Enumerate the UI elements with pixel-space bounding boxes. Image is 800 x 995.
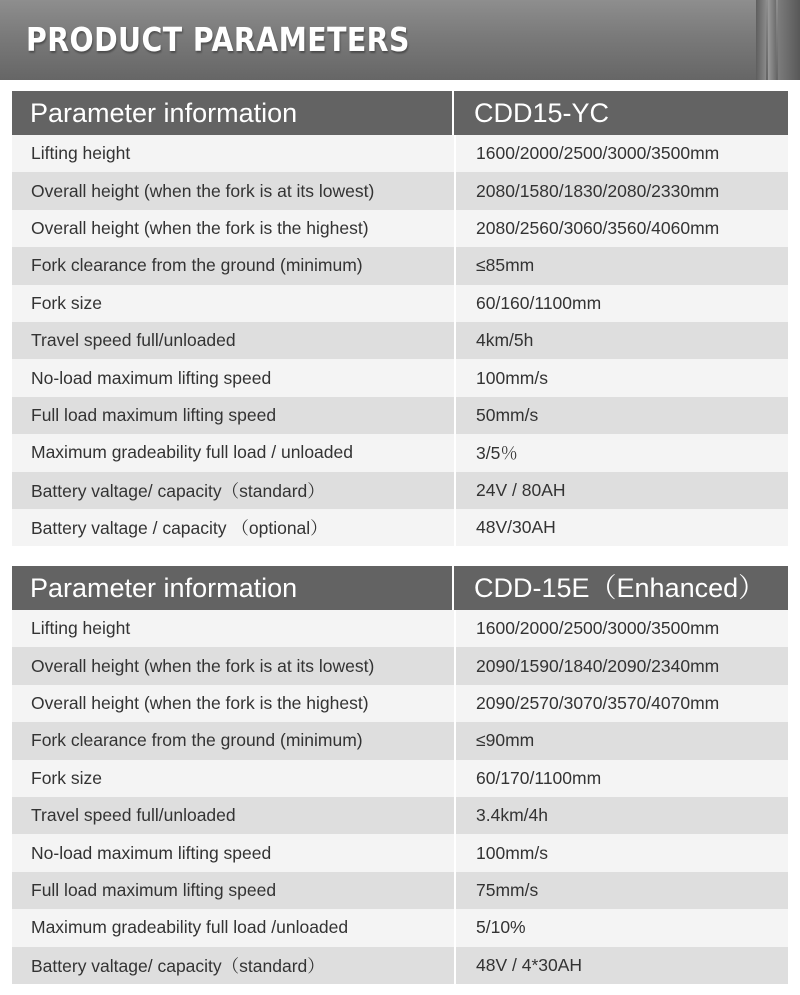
table-row [12,247,788,284]
table-row [12,685,788,722]
param-name-cell: Maximum gradeability full load / unloaded [12,434,456,471]
param-name-cell: Battery valtage / capacity （optional） [12,509,456,546]
param-value-cell: 100mm/s [476,842,548,863]
param-value-cell: 2090/2570/3070/3570/4070mm [476,692,720,713]
table-row [12,210,788,247]
banner-stripe [756,0,766,80]
param-name-cell: Overall height (when the fork is the highest) [12,685,456,722]
table-row [12,397,788,434]
param-name-cell: Fork size [12,760,456,797]
param-name-cell: Lifting height [12,610,456,647]
param-name-cell: Fork clearance from the ground (minimum) [12,722,456,759]
header-model: CDD15-YC [474,98,610,128]
param-value-cell: 48V / 4*30AH [476,954,583,975]
table-row [12,722,788,759]
param-value-cell: 75mm/s [476,879,539,900]
param-name-cell: Travel speed full/unloaded [12,322,456,359]
table-row [12,135,788,172]
param-value-cell: 5/10% [476,917,526,938]
param-value-cell: 4km/5h [476,330,534,351]
param-name-cell: Overall height (when the fork is at its lowest) [12,647,456,684]
param-name-cell: Battery valtage/ capacity（standard） [12,472,456,509]
page-title: PRODUCT PARAMETERS [26,20,410,59]
param-name-cell: Travel speed full/unloaded [12,797,456,834]
param-value-cell: 60/170/1100mm [476,767,602,788]
table-row [12,760,788,797]
table-row [12,909,788,946]
param-name-cell: No-load maximum lifting speed [12,359,456,396]
param-name-cell: Overall height (when the fork is the highest) [12,210,456,247]
param-name-cell: Lifting height [12,135,456,172]
table-row [12,610,788,647]
table-row [12,472,788,509]
param-name-cell: No-load maximum lifting speed [12,834,456,871]
param-value-cell: 100mm/s [476,367,548,388]
table-header [12,566,788,610]
param-value-cell: 24V / 80AH [476,479,566,500]
table-row [12,322,788,359]
header-model: CDD-15E（Enhanced） [474,573,766,603]
param-value-cell: 2080/1580/1830/2080/2330mm [476,180,720,201]
table-header [12,91,788,135]
table-row [12,509,788,546]
table-row [12,647,788,684]
param-value-cell: 3.4km/4h [476,805,548,826]
table-row [12,172,788,209]
param-value-cell: 50mm/s [476,404,539,425]
param-name-cell: Maximum gradeability full load /unloaded [12,909,456,946]
param-value-cell: 1600/2000/2500/3000/3500mm [476,618,720,639]
param-value-cell: 2080/2560/3060/3560/4060mm [476,217,720,238]
parameter-table-cdd-15e [12,566,788,984]
param-value-cell: 48V/30AH [476,517,556,538]
param-name-cell: Fork clearance from the ground (minimum) [12,247,456,284]
param-value-cell: 2090/1590/1840/2090/2340mm [476,655,720,676]
param-name-cell: Full load maximum lifting speed [12,872,456,909]
table-row [12,797,788,834]
header-label: Parameter information [12,566,454,610]
table-row [12,872,788,909]
param-name-cell: Full load maximum lifting speed [12,397,456,434]
param-value-cell: ≤90mm [476,730,535,751]
param-name-cell: Battery valtage/ capacity（standard） [12,947,456,984]
param-value-cell: ≤85mm [476,255,535,276]
param-value-cell: 3/5％ [476,443,518,464]
parameter-table-cdd15-yc [12,91,788,546]
table-row [12,285,788,322]
param-value-cell: 1600/2000/2500/3000/3500mm [476,143,720,164]
param-name-cell: Overall height (when the fork is at its lowest) [12,172,456,209]
table-row [12,834,788,871]
banner-stripe [778,0,800,80]
param-name-cell: Fork size [12,285,456,322]
banner-stripe [768,0,776,80]
header-banner [0,0,800,80]
table-row [12,434,788,471]
table-row [12,359,788,396]
header-label: Parameter information [12,91,454,135]
param-value-cell: 60/160/1100mm [476,292,602,313]
table-row [12,947,788,984]
